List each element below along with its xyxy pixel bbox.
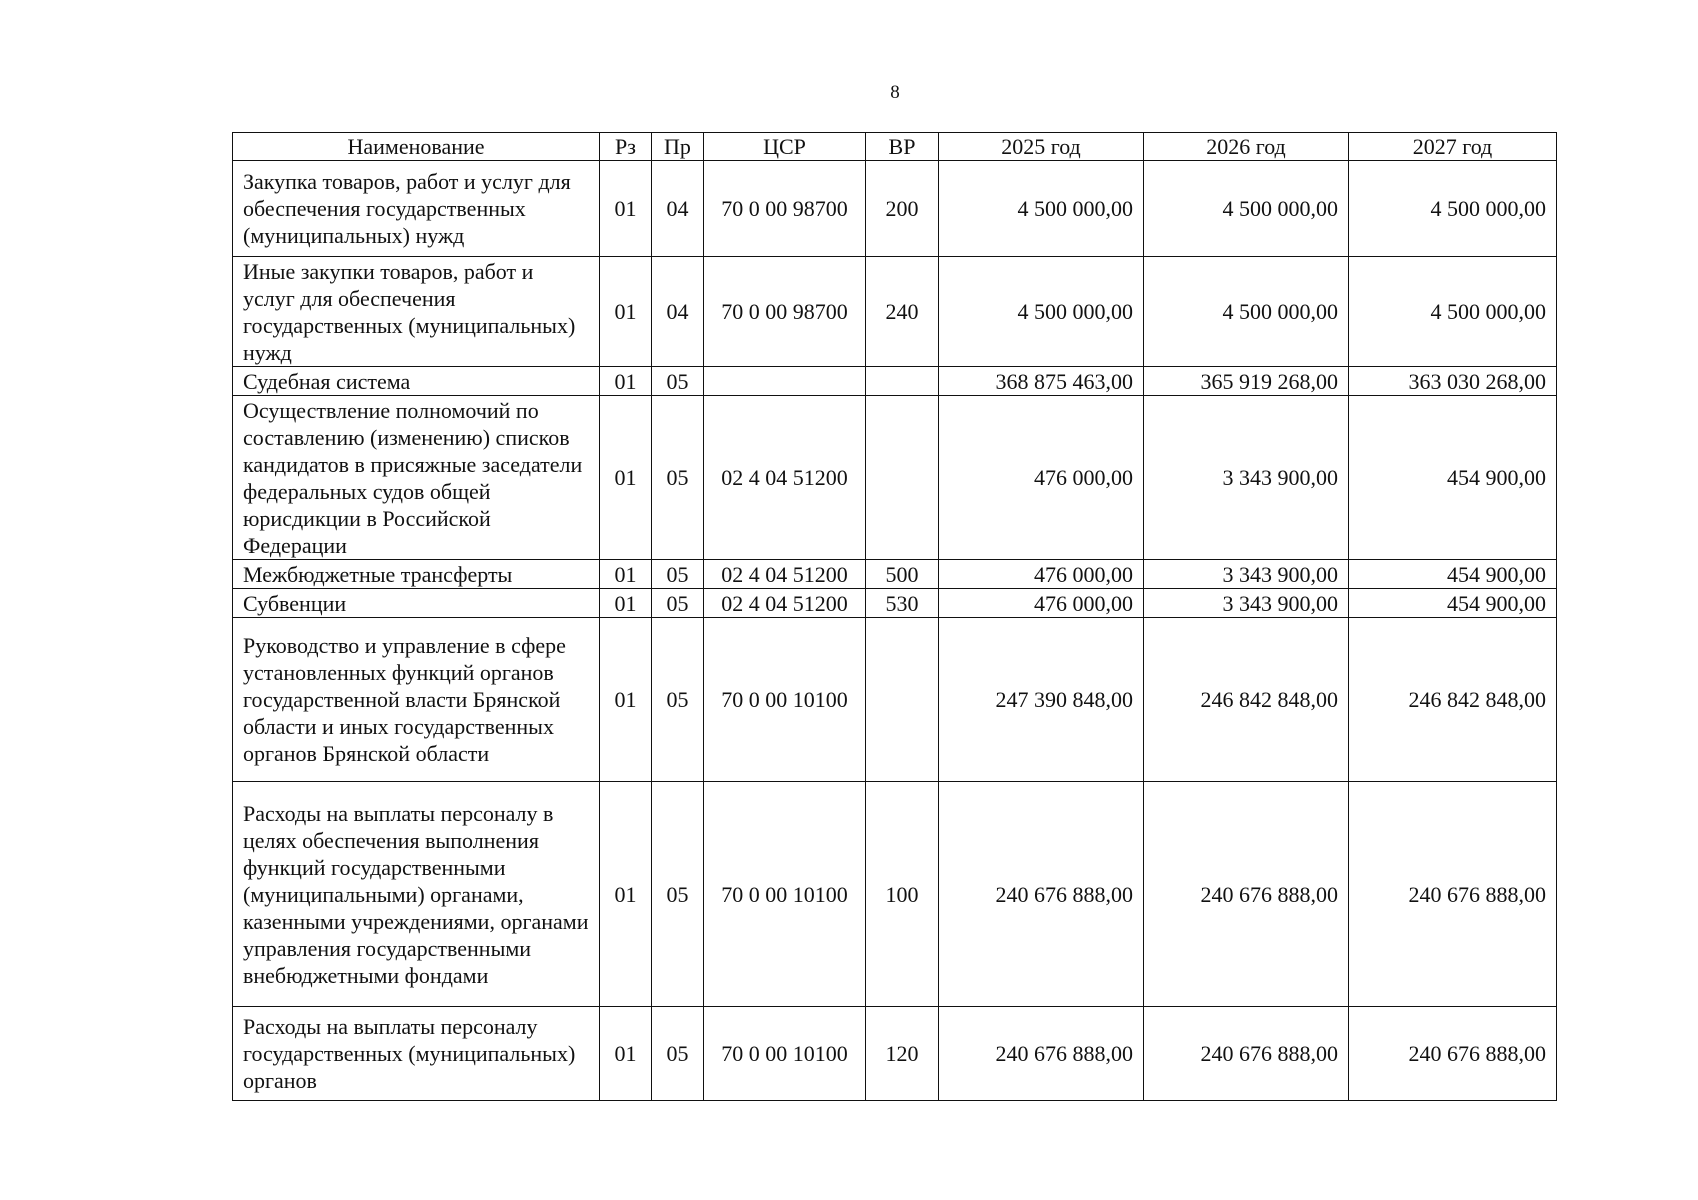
cell-vr: [866, 396, 939, 560]
cell-2027: 454 900,00: [1349, 560, 1557, 589]
cell-rz: 01: [600, 257, 652, 367]
cell-name: Расходы на выплаты персоналу государственных (муниципальных) органов: [233, 1007, 600, 1101]
table-row: [233, 560, 1557, 589]
table-row: [233, 161, 1557, 257]
cell-name: Закупка товаров, работ и услуг для обеспечения государственных (муниципальных) нужд: [233, 161, 600, 257]
cell-2025: 368 875 463,00: [939, 367, 1144, 396]
cell-pr: 05: [652, 589, 704, 618]
cell-rz: 01: [600, 367, 652, 396]
cell-2025: 476 000,00: [939, 396, 1144, 560]
cell-name: Судебная система: [233, 367, 600, 396]
cell-vr: [866, 618, 939, 782]
page-number: 8: [890, 82, 900, 103]
table-row: [233, 1007, 1557, 1101]
cell-rz: 01: [600, 396, 652, 560]
cell-pr: 04: [652, 257, 704, 367]
header-rz: Рз: [600, 133, 652, 161]
cell-rz: 01: [600, 560, 652, 589]
cell-2026: 3 343 900,00: [1144, 396, 1349, 560]
header-vr: ВР: [866, 133, 939, 161]
cell-csr: 70 0 00 98700: [704, 257, 866, 367]
cell-vr: 200: [866, 161, 939, 257]
cell-2026: 246 842 848,00: [1144, 618, 1349, 782]
table-row: [233, 396, 1557, 560]
cell-2025: 240 676 888,00: [939, 1007, 1144, 1101]
cell-2026: 240 676 888,00: [1144, 782, 1349, 1007]
cell-2027: 4 500 000,00: [1349, 257, 1557, 367]
cell-rz: 01: [600, 618, 652, 782]
cell-2025: 476 000,00: [939, 589, 1144, 618]
table-row: [233, 257, 1557, 367]
cell-2026: 365 919 268,00: [1144, 367, 1349, 396]
cell-vr: 120: [866, 1007, 939, 1101]
table-row: [233, 367, 1557, 396]
cell-vr: 530: [866, 589, 939, 618]
cell-vr: [866, 367, 939, 396]
cell-csr: 02 4 04 51200: [704, 589, 866, 618]
cell-2025: 4 500 000,00: [939, 161, 1144, 257]
cell-2025: 240 676 888,00: [939, 782, 1144, 1007]
cell-csr: 02 4 04 51200: [704, 396, 866, 560]
cell-csr: 02 4 04 51200: [704, 560, 866, 589]
cell-name: Осуществление полномочий по составлению (изменению) списков кандидатов в присяжные заседатели федеральных судов общей юрисдикции в Российской Федерации: [233, 396, 600, 560]
cell-pr: 05: [652, 396, 704, 560]
cell-name: Расходы на выплаты персоналу в целях обеспечения выполнения функций государственными (муниципальными) органами, казенными учреждениями, органами управления государственными внебюджетными фондами: [233, 782, 600, 1007]
cell-name: Межбюджетные трансферты: [233, 560, 600, 589]
cell-2026: 3 343 900,00: [1144, 589, 1349, 618]
cell-pr: 05: [652, 560, 704, 589]
cell-vr: 500: [866, 560, 939, 589]
cell-2027: 240 676 888,00: [1349, 782, 1557, 1007]
cell-csr: 70 0 00 98700: [704, 161, 866, 257]
cell-csr: 70 0 00 10100: [704, 618, 866, 782]
cell-2027: 454 900,00: [1349, 396, 1557, 560]
header-2026: 2026 год: [1144, 133, 1349, 161]
table-row: [233, 589, 1557, 618]
cell-pr: 05: [652, 618, 704, 782]
table-row: [233, 618, 1557, 782]
cell-2027: 4 500 000,00: [1349, 161, 1557, 257]
cell-2027: 246 842 848,00: [1349, 618, 1557, 782]
header-2027: 2027 год: [1349, 133, 1557, 161]
cell-pr: 05: [652, 367, 704, 396]
cell-csr: 70 0 00 10100: [704, 782, 866, 1007]
header-pr: Пр: [652, 133, 704, 161]
cell-name: Субвенции: [233, 589, 600, 618]
cell-2026: 4 500 000,00: [1144, 161, 1349, 257]
cell-2025: 247 390 848,00: [939, 618, 1144, 782]
cell-rz: 01: [600, 589, 652, 618]
cell-name: Иные закупки товаров, работ и услуг для обеспечения государственных (муниципальных) нужд: [233, 257, 600, 367]
cell-vr: 100: [866, 782, 939, 1007]
cell-2027: 363 030 268,00: [1349, 367, 1557, 396]
header-name: Наименование: [233, 133, 600, 161]
cell-rz: 01: [600, 161, 652, 257]
cell-name: Руководство и управление в сфере установленных функций органов государственной власти Брянской области и иных государственных органов Брянской области: [233, 618, 600, 782]
cell-2026: 3 343 900,00: [1144, 560, 1349, 589]
cell-2027: 240 676 888,00: [1349, 1007, 1557, 1101]
cell-pr: 05: [652, 1007, 704, 1101]
header-csr: ЦСР: [704, 133, 866, 161]
cell-rz: 01: [600, 782, 652, 1007]
cell-2025: 476 000,00: [939, 560, 1144, 589]
table-row: [233, 782, 1557, 1007]
cell-2025: 4 500 000,00: [939, 257, 1144, 367]
cell-rz: 01: [600, 1007, 652, 1101]
budget-table: [232, 132, 1557, 1101]
cell-csr: [704, 367, 866, 396]
cell-csr: 70 0 00 10100: [704, 1007, 866, 1101]
cell-2027: 454 900,00: [1349, 589, 1557, 618]
header-2025: 2025 год: [939, 133, 1144, 161]
header-row: [233, 133, 1557, 161]
cell-pr: 04: [652, 161, 704, 257]
cell-2026: 240 676 888,00: [1144, 1007, 1349, 1101]
cell-pr: 05: [652, 782, 704, 1007]
cell-vr: 240: [866, 257, 939, 367]
cell-2026: 4 500 000,00: [1144, 257, 1349, 367]
